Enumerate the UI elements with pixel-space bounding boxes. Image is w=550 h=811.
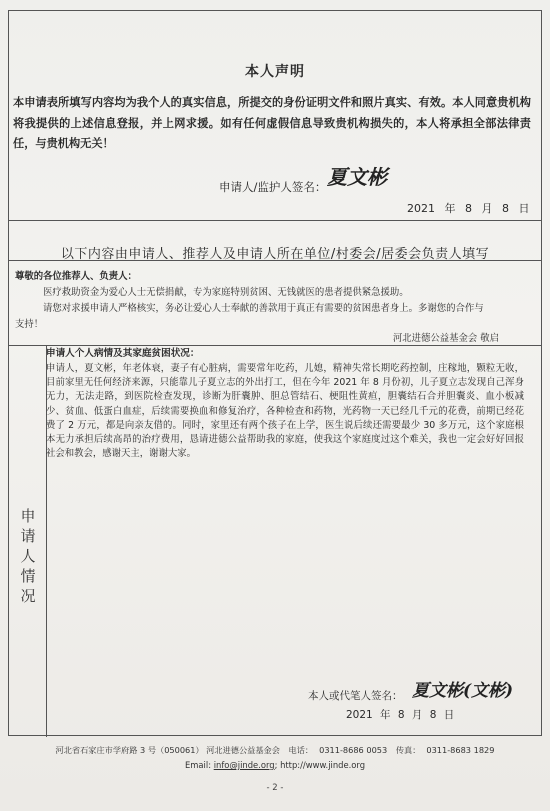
side-label-char: 人 [20,547,36,565]
side-label-char: 请 [20,527,36,545]
declaration-text: 本申请表所填写内容均为我个人的真实信息，所提交的身份证明文件和照片真实、有效。本人同意贵机构将我提供的上述信息登报，并上网求援。如有任何虚假信息导致贵机构损失的，本人将承担全部法律责任，与贵机构无关！ [13,96,531,150]
applicant-side-label [18,506,38,606]
footer-address: 河北省石家庄市学府路 3 号（050061） 河北进德公益基金会 [55,745,280,755]
applicant-condition-heading: 申请人个人病情及其家庭贫困状况： [46,348,200,359]
applicant-condition-text: 申请人，夏文彬，年老体衰，妻子有心脏病，需要常年吃药，儿媳，精神失常长期吃药控制，庄稼地，颗粒无收，目前家里无任何经济来源，只能靠儿子夏立志的外出打工，但在今年 2021 年 8 月份初，儿子夏立志发现自己浑身无力，无法走路，到医院检查发现，诊断为肝囊肿、胆总管结石、梗阻性黄疸，胆囊结石合并胆囊炎、血小板减少、贫血、低蛋白血症，后续需要换血和修复治疗，各种检查和药物，光药物一天已经几千元的花费，前期已经花费了 2 万元，都是向亲友借的。同时，家里还有两个孩子在上学，医生说后续还需要最少 30 多万元，这个家庭根本无力承担后续高昂的治疗费用，恳请进德公益帮助我的家庭，使我这个家庭度过这个难关，我也一定会好好回报社会和教会，感谢天主，谢谢大家。 [46,363,524,460]
footer-contact-line [0,745,550,756]
footer-fax: 0311-8683 1829 [426,745,495,755]
applicant-signature: 夏文彬(文彬) [412,681,514,701]
side-label-char: 申 [20,507,36,525]
side-label-char: 情 [20,567,36,585]
declaration-title: 本人声明 [245,64,305,80]
guardian-signature: 夏文彬 [327,165,387,189]
declaration-section [9,11,541,221]
section-header: 以下内容由申请人、推荐人及申请人所在单位/村委会/居委会负责人填写 [60,247,490,262]
notice-paragraph-2: 请您对求援申请人严格核实，务必让爱心人士奉献的善款用于真正有需要的贫困患者身上。多谢您的合作与 [43,303,484,314]
applicant-date: 2021 年 8 月 8 日 [346,709,455,721]
footer-web-line: Email: info@jinde.org; http://www.jinde.org [184,760,366,770]
page-number: - 2 - [266,783,284,793]
side-label-char: 况 [20,587,36,605]
footer-tel-label: 电话： [288,745,314,755]
notice-paragraph-3: 支持！ [15,319,44,330]
notice-paragraph-1: 医疗救助资金为爱心人士无偿捐献，专为家庭特别贫困、无钱就医的患者提供紧急援助。 [43,287,409,298]
guardian-signature-label: 申请人/监护人签名： [219,180,327,194]
notice-greeting: 尊敬的各位推荐人、负责人： [15,271,137,282]
footer-fax-label: 传真： [395,745,421,755]
footer-email-link[interactable]: info@jinde.org [213,760,275,770]
footer-email-label: Email: [184,760,212,770]
declaration-date: 2021 年 8 月 8 日 [407,202,530,215]
footer-web-link[interactable]: http://www.jinde.org [280,760,366,770]
section-header-box [9,221,541,261]
notice-signoff: 河北进德公益基金会 敬启 [392,333,499,344]
applicant-signature-label: 本人或代笔人签名： [308,690,403,702]
notice-section [9,261,541,346]
footer-tel: 0311-8686 0053 [319,745,388,755]
applicant-side-column [9,346,47,737]
